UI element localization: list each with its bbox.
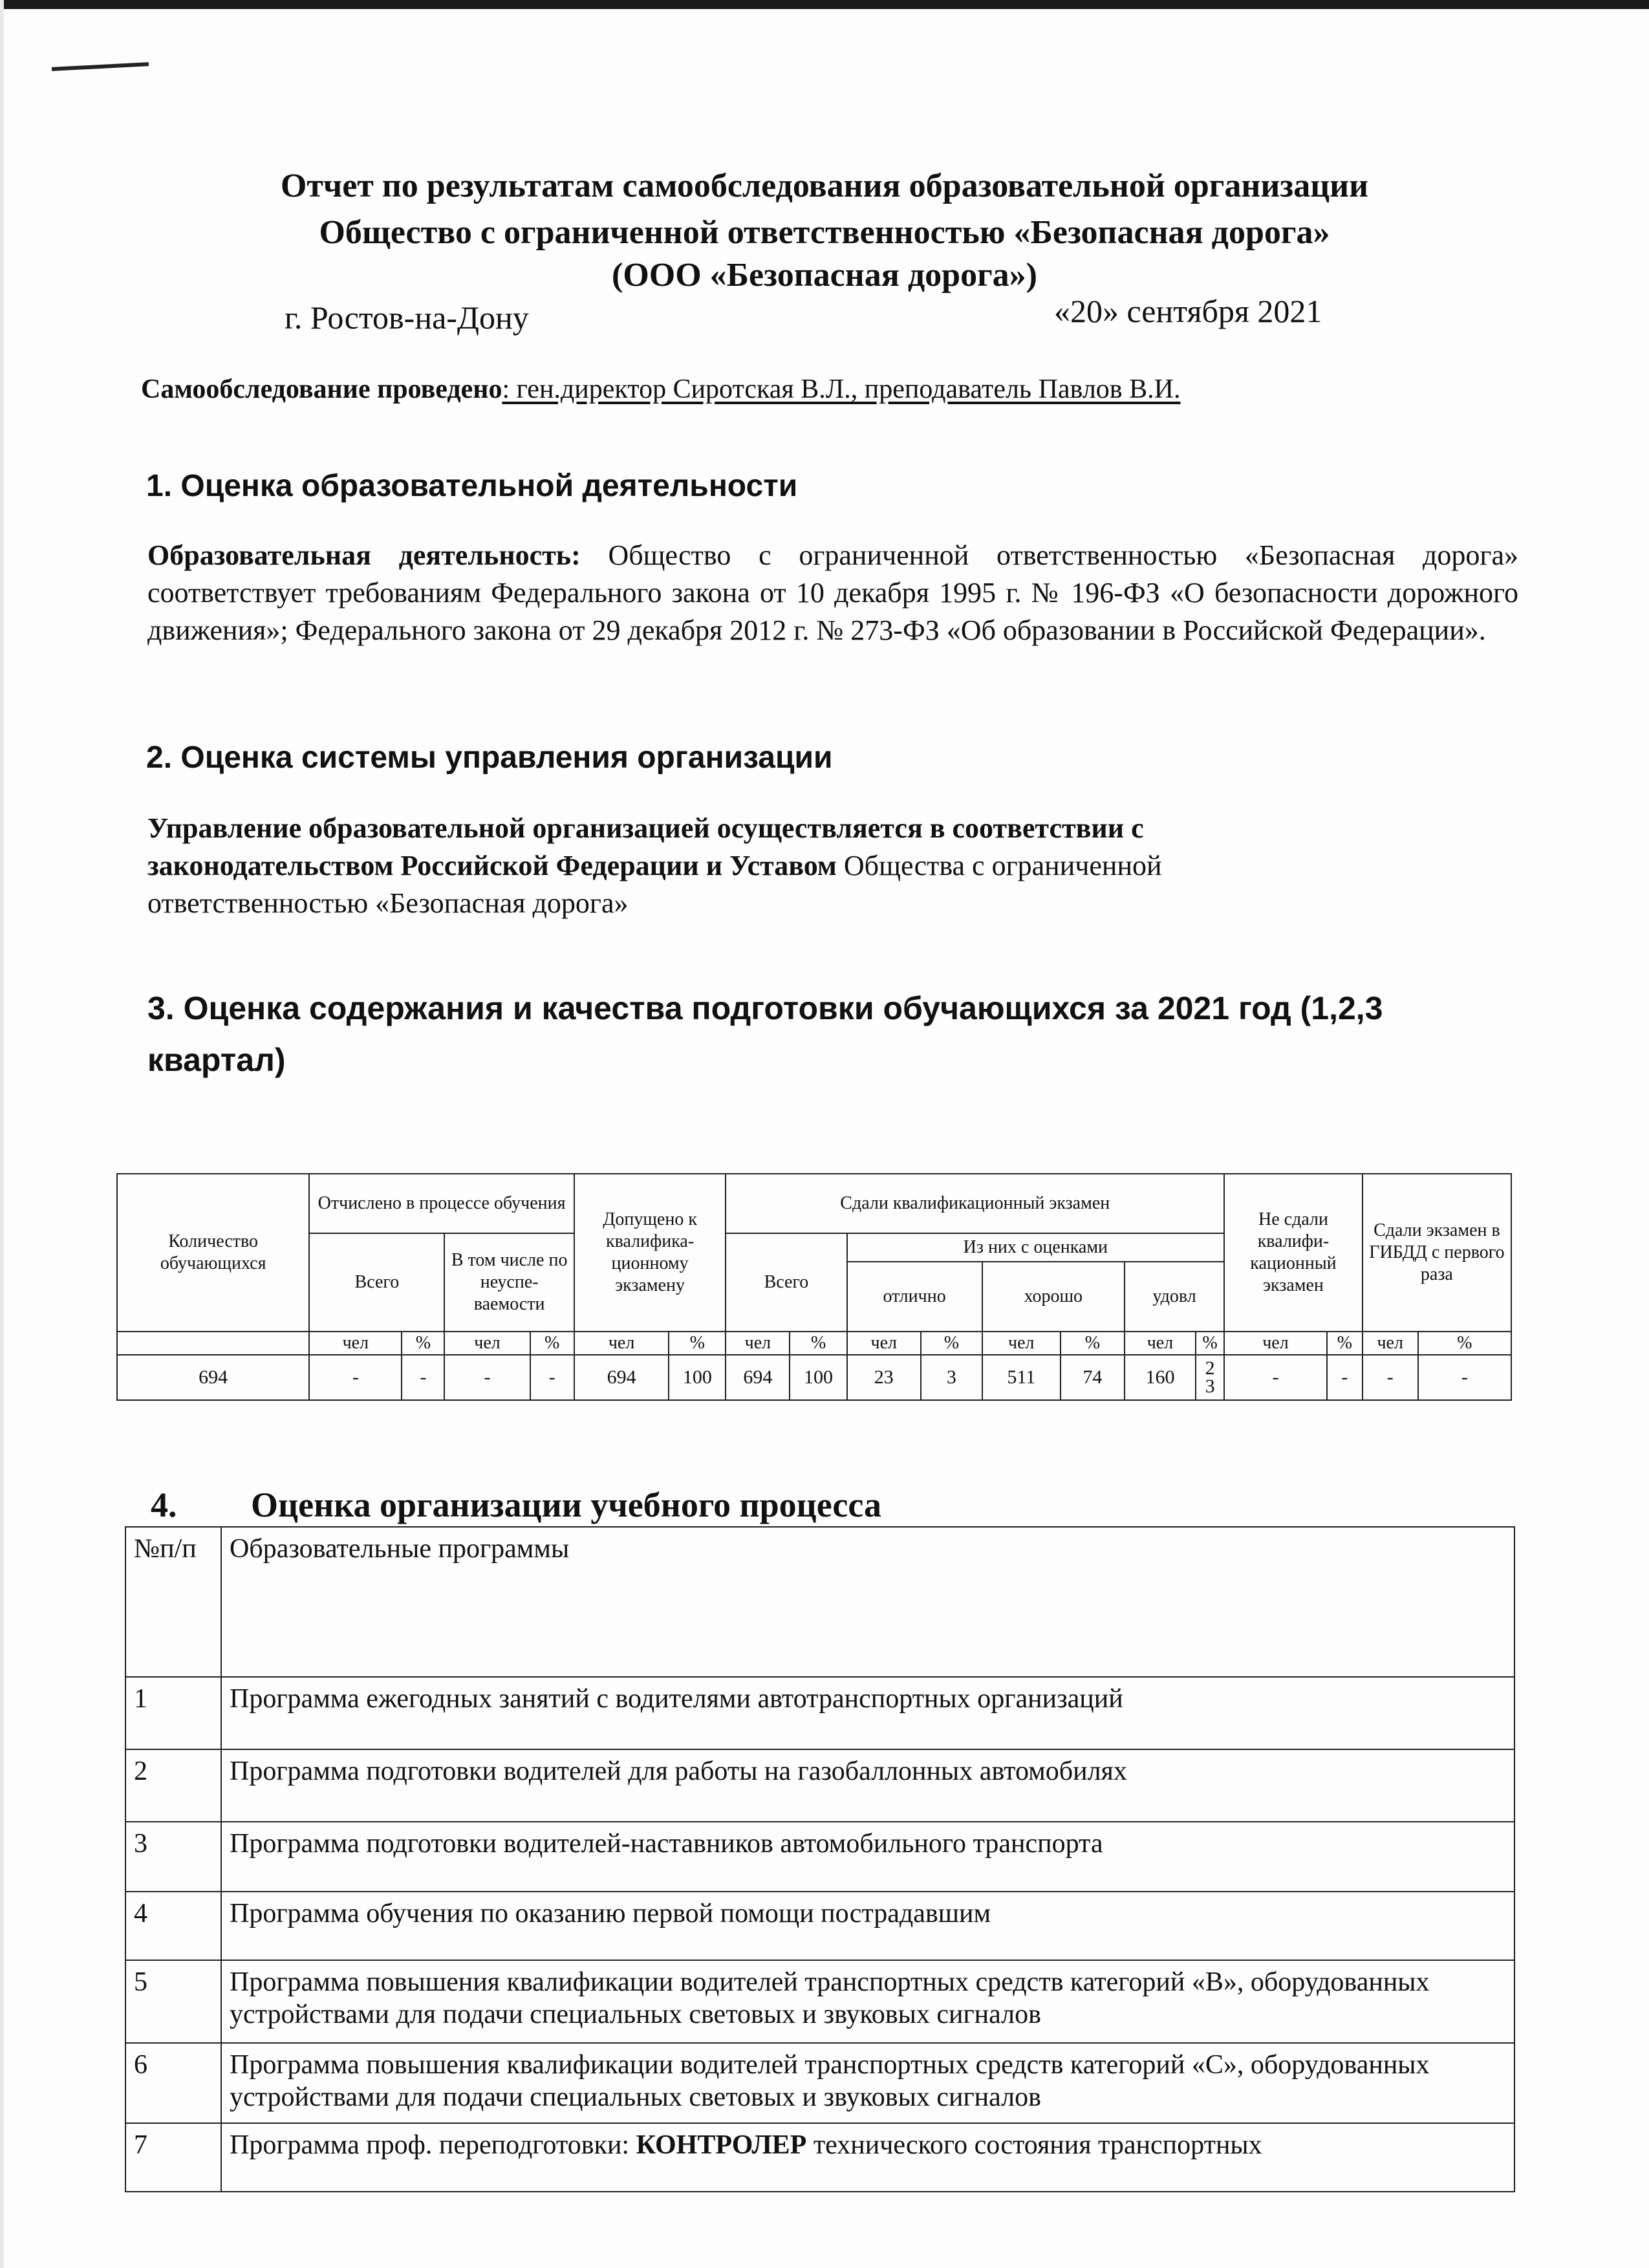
data-cell: - <box>309 1355 402 1400</box>
unit-cell <box>117 1332 309 1355</box>
scan-pen-mark <box>52 62 149 71</box>
data-cell: - <box>444 1355 530 1400</box>
header-gibdd: Сдали экзамен в ГИБДД с первого раза <box>1363 1174 1511 1332</box>
header-satisfactory: удовл <box>1125 1262 1224 1332</box>
scan-top-edge <box>0 0 1649 9</box>
data-cell: 100 <box>790 1355 846 1400</box>
program-num: 5 <box>125 1960 221 2043</box>
section-3-heading-line-2: квартал) <box>147 1042 286 1078</box>
data-cell: - <box>1363 1355 1418 1400</box>
city: г. Ростов-на-Дону <box>285 299 529 336</box>
unit-people: чел <box>444 1332 530 1355</box>
header-expelled-total: Всего <box>309 1233 444 1332</box>
header-of-them: Из них с оценками <box>847 1233 1225 1262</box>
unit-people: чел <box>1224 1332 1327 1355</box>
data-cell: 160 <box>1125 1355 1196 1400</box>
unit-people: чел <box>1363 1332 1418 1355</box>
program-num: 3 <box>125 1822 221 1892</box>
header-count: Количество обучающихся <box>117 1174 309 1332</box>
scan-left-edge <box>0 0 4 2268</box>
conducted-label: Самообследование проведено <box>141 374 502 404</box>
unit-people: чел <box>847 1332 921 1355</box>
program-text-after: технического состояния транспортных <box>806 2130 1262 2160</box>
unit-pct: % <box>1196 1332 1224 1355</box>
unit-people: чел <box>309 1332 402 1355</box>
unit-pct: % <box>1061 1332 1125 1355</box>
header-not-passed: Не сдали квалифи-кационный экзамен <box>1224 1174 1363 1332</box>
section-2-heading: 2. Оценка системы управления организации <box>146 740 833 775</box>
section-2-text: Общества с ограниченной ответственностью «Безопасная дорога» <box>147 850 1162 919</box>
header-expelled-fail: В том числе по неуспе-ваемости <box>444 1233 574 1332</box>
programs-table <box>125 1526 1515 2192</box>
program-name: Программа ежегодных занятий с водителями автотранспортных организаций <box>221 1677 1514 1749</box>
unit-pct: % <box>530 1332 574 1355</box>
conducted-by <box>141 374 1180 405</box>
program-name: Программа обучения по оказанию первой помощи пострадавшим <box>221 1892 1514 1960</box>
data-cell: 23 <box>847 1355 921 1400</box>
unit-pct: % <box>921 1332 982 1355</box>
header-expelled: Отчислено в процессе обучения <box>309 1174 574 1233</box>
data-cell: - <box>530 1355 574 1400</box>
section-2-paragraph <box>147 810 1324 922</box>
data-cell: 2 3 <box>1196 1355 1224 1400</box>
data-cell: 694 <box>574 1355 669 1400</box>
section-1-paragraph <box>147 537 1518 649</box>
section-4-heading: Оценка организации учебного процесса <box>251 1485 882 1524</box>
program-num: 4 <box>125 1892 221 1960</box>
section-1-lead: Образовательная деятельность: <box>147 539 581 571</box>
data-cell: - <box>1418 1355 1511 1400</box>
report-title-line-3: (ООО «Безопасная дорога») <box>612 257 1037 294</box>
unit-pct: % <box>1418 1332 1511 1355</box>
unit-people: чел <box>982 1332 1061 1355</box>
data-cell: - <box>1327 1355 1363 1400</box>
program-text-before: Программа проф. переподготовки: <box>230 2130 636 2160</box>
data-cell: 74 <box>1061 1355 1125 1400</box>
header-passed: Сдали квалификационный экзамен <box>726 1174 1224 1233</box>
program-num: 1 <box>125 1677 221 1749</box>
results-table <box>116 1173 1512 1401</box>
data-cell: 694 <box>726 1355 790 1400</box>
program-text-bold: КОНТРОЛЕР <box>636 2130 807 2160</box>
header-admitted: Допущено к квалифика-ционному экзамену <box>574 1174 726 1332</box>
data-cell: - <box>402 1355 444 1400</box>
program-num: 6 <box>125 2043 221 2123</box>
unit-pct: % <box>669 1332 726 1355</box>
unit-people: чел <box>1125 1332 1196 1355</box>
header-excellent: отлично <box>847 1262 982 1332</box>
program-num: 2 <box>125 1749 221 1822</box>
data-cell: 511 <box>982 1355 1061 1400</box>
col-header-num: №п/п <box>125 1527 221 1677</box>
program-name <box>221 2123 1514 2192</box>
data-cell: 3 <box>921 1355 982 1400</box>
data-cell: 100 <box>669 1355 726 1400</box>
unit-people: чел <box>574 1332 669 1355</box>
unit-pct: % <box>790 1332 846 1355</box>
report-date: «20» сентября 2021 <box>1054 293 1322 329</box>
data-cell: - <box>1224 1355 1327 1400</box>
header-passed-total: Всего <box>726 1233 846 1332</box>
unit-people: чел <box>726 1332 790 1355</box>
conducted-value: : ген.директор Сиротская В.Л., преподаватель Павлов В.И. <box>502 374 1181 404</box>
program-name: Программа подготовки водителей-наставников автомобильного транспорта <box>221 1822 1514 1892</box>
section-1-heading: 1. Оценка образовательной деятельности <box>146 469 798 503</box>
program-num: 7 <box>125 2123 221 2192</box>
col-header-programs: Образовательные программы <box>221 1527 1514 1677</box>
program-name: Программа повышения квалификации водителей транспортных средств категорий «В», оборудованных устройствами для подачи специальных световых и звуковых сигналов <box>221 1960 1514 2043</box>
report-title-line-2: Общество с ограниченной ответственностью «Безопасная дорога» <box>319 214 1330 251</box>
section-4-number: 4. <box>151 1485 177 1524</box>
program-name: Программа повышения квалификации водителей транспортных средств категорий «С», оборудованных устройствами для подачи специальных световых и звуковых сигналов <box>221 2043 1514 2123</box>
unit-pct: % <box>402 1332 444 1355</box>
section-1-text: Общество с ограниченной ответственностью «Безопасная дорога» соответствует требованиям Федерального закона от 10 декабря 1995 г. № 196-ФЗ «О безопасности дорожного движения»; Федерального закона от 29 декабря 2012 г. № 273-ФЗ «Об образовании в Российской Федерации». <box>147 539 1519 646</box>
unit-pct: % <box>1327 1332 1363 1355</box>
program-name: Программа подготовки водителей для работы на газобаллонных автомобилях <box>221 1749 1514 1822</box>
header-good: хорошо <box>982 1262 1125 1332</box>
section-2-bold-text: Управление образовательной организацией осуществляется в соответствии с законодательством Российской Федерации и Уставом <box>147 812 1144 881</box>
section-3-heading-line-1: 3. Оценка содержания и качества подготовки обучающихся за 2021 год (1,2,3 <box>147 990 1383 1026</box>
report-title-line-1: Отчет по результатам самообследования образовательной организации <box>280 167 1369 204</box>
data-cell: 694 <box>117 1355 309 1400</box>
